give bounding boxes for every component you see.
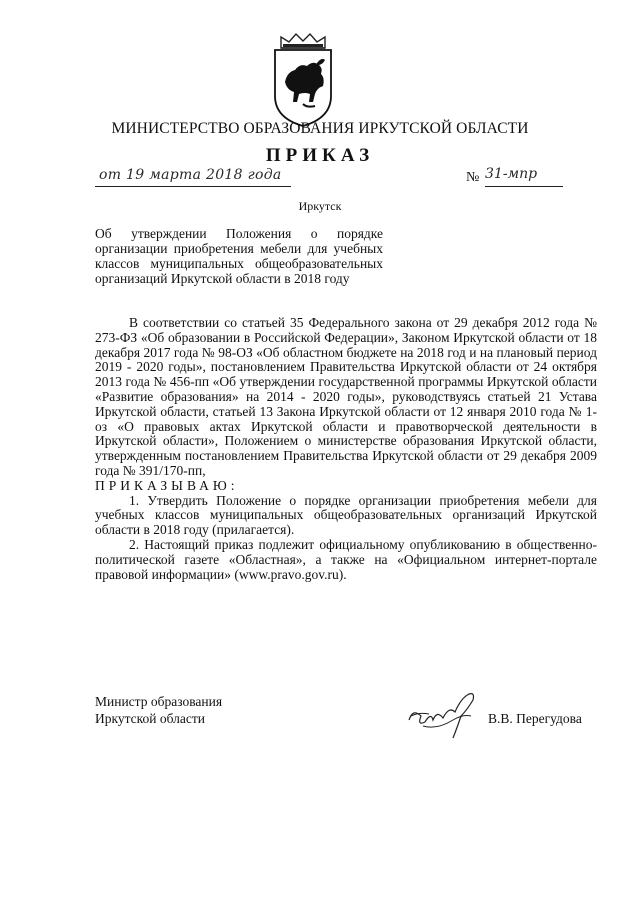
signatory-title-line2: Иркутской области	[95, 711, 206, 726]
handwritten-signature-icon	[403, 686, 485, 744]
order-item-2: 2. Настоящий приказ подлежит официальному опубликованию в общественно-политической газете «Областная», а также на «Официальном интернет-портале правовой информации» (www.pravo.gov.ru).	[95, 536, 597, 582]
ministry-name: МИНИСТЕРСТВО ОБРАЗОВАНИЯ ИРКУТСКОЙ ОБЛАСТИ	[111, 120, 529, 137]
number-label: №	[466, 170, 480, 185]
command-word: ПРИКАЗЫВАЮ:	[95, 477, 239, 493]
signatory-title-line1: Министр образования	[95, 694, 223, 709]
document-type-title: ПРИКАЗ	[265, 145, 375, 166]
handwritten-date: от 19 марта 2018 года	[99, 167, 282, 183]
order-item-1: 1. Утвердить Положение о порядке организации приобретения мебели для учебных классов муниципальных общеобразовательных организаций Иркутской области в 2018 году (прилагается).	[95, 492, 597, 538]
number-underline	[485, 186, 563, 187]
order-subject: Об утверждении Положения о порядке организации приобретения мебели для учебных классов муниципальных общеобразовательных организаций Иркутской области в 2018 году	[95, 226, 383, 286]
date-underline	[95, 186, 291, 187]
coat-of-arms-icon	[267, 30, 339, 130]
order-body	[95, 316, 597, 582]
preamble-paragraph: В соответствии со статьей 35 Федерального закона от 29 декабря 2012 года № 273-ФЗ «Об образовании в Российской Федерации», Законом Иркутской области от 18 декабря 2017 года № 98-ОЗ «Об областном бюджете на 2018 год и на плановый период 2019 - 2020 годы», постановлением Правительства Иркутской области от 24 октября 2013 года № 456-пп «Об утверждении государственной программы Иркутской области «Развитие образования» на 2014 - 2020 годы», руководствуясь статьей 21 Устава Иркутской области, статьей 13 Закона Иркутской области от 12 января 2010 года № 1-оз «О правовых актах Иркутской области и правотворческой деятельности в Иркутской области», Положением о министерстве образования Иркутской области, утвержденным постановлением Правительства Иркутской области от 29 декабря 2009 года № 391/170-пп,	[95, 315, 597, 478]
signatory-title	[95, 693, 222, 727]
signatory-name: В.В. Перегудова	[488, 711, 582, 726]
city-name: Иркутск	[298, 199, 342, 213]
handwritten-number: 31-мпр	[485, 166, 538, 182]
